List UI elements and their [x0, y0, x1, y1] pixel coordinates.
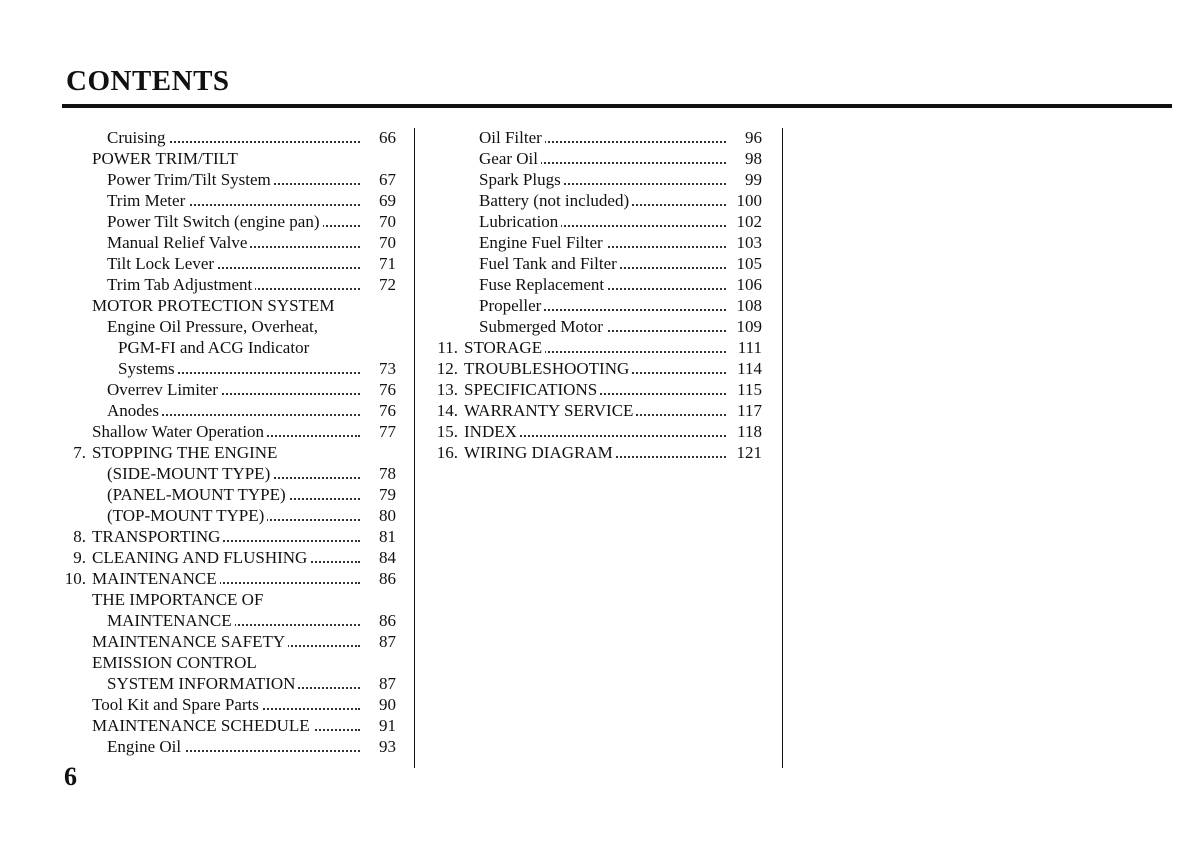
toc-entry — [73, 547, 396, 568]
toc-entry — [436, 421, 762, 442]
toc-entry-title: POWER TRIM/TILT — [92, 149, 238, 168]
toc-entry-number: 8. — [73, 527, 86, 546]
toc-entry-title: THE IMPORTANCE OF — [92, 590, 264, 609]
toc-entry-title: Battery (not included) — [479, 190, 632, 211]
toc-entry — [92, 736, 396, 757]
toc-entry — [92, 232, 396, 253]
toc-entry-number: 7. — [73, 443, 86, 462]
toc-entry-title: Submerged Motor — [479, 316, 606, 337]
toc-entry — [92, 211, 396, 232]
toc-entry-page: 77 — [376, 421, 396, 442]
toc-entry — [92, 463, 396, 484]
toc-entry-title: Fuse Replacement — [479, 274, 607, 295]
toc-entry — [436, 358, 762, 379]
toc-entry-page: 78 — [376, 463, 396, 484]
toc-entry-page: 76 — [376, 400, 396, 421]
toc-entry-page: 70 — [376, 211, 396, 232]
toc-entry-page: 108 — [734, 295, 763, 316]
toc-entry — [464, 148, 762, 169]
toc-entry-page: 73 — [376, 358, 396, 379]
toc-entry — [92, 337, 396, 358]
heading-rule — [62, 104, 1172, 108]
toc-entry-title: Spark Plugs — [479, 169, 564, 190]
toc-entry — [464, 295, 762, 316]
toc-entry-page: 105 — [734, 253, 763, 274]
toc-entry — [464, 253, 762, 274]
toc-entry — [92, 127, 396, 148]
toc-entry-title: (PANEL-MOUNT TYPE) — [107, 484, 289, 505]
toc-entry-page: 90 — [376, 694, 396, 715]
toc-entry-title: (TOP-MOUNT TYPE) — [107, 505, 267, 526]
toc-entry-title: MAINTENANCE — [107, 610, 235, 631]
toc-entry-page: 72 — [376, 274, 396, 295]
toc-entry-title: EMISSION CONTROL — [92, 653, 257, 672]
toc-column-2 — [436, 127, 762, 463]
toc-entry-title: Engine Oil — [107, 736, 184, 757]
toc-entry — [92, 253, 396, 274]
toc-entry — [92, 694, 396, 715]
toc-entry-page: 86 — [376, 610, 396, 631]
toc-entry-number: 10. — [64, 569, 86, 588]
toc-entry-number: 12. — [436, 359, 458, 378]
toc-entry — [92, 358, 396, 379]
toc-entry-page: 84 — [376, 547, 396, 568]
toc-entry-title: Overrev Limiter — [107, 379, 221, 400]
toc-entry-page: 87 — [376, 631, 396, 652]
toc-entry — [92, 484, 396, 505]
toc-entry-title: MAINTENANCE — [92, 568, 220, 589]
toc-entry — [92, 316, 396, 337]
toc-entry-page: 70 — [376, 232, 396, 253]
toc-entry-title: STORAGE — [464, 337, 545, 358]
toc-entry-number: 9. — [73, 548, 86, 567]
toc-entry-title: Trim Meter — [107, 190, 188, 211]
toc-entry-number: 15. — [436, 422, 458, 441]
toc-entry — [92, 421, 396, 442]
toc-entry-title: CLEANING AND FLUSHING — [92, 547, 310, 568]
toc-entry — [436, 379, 762, 400]
toc-entry-title: TROUBLESHOOTING — [464, 358, 632, 379]
page-title: CONTENTS — [66, 65, 230, 97]
toc-entry-title: Gear Oil — [479, 148, 541, 169]
toc-entry-page: 79 — [376, 484, 396, 505]
toc-entry — [92, 379, 396, 400]
toc-entry-title: SPECIFICATIONS — [464, 379, 600, 400]
toc-entry — [92, 190, 396, 211]
toc-entry — [464, 316, 762, 337]
toc-entry-title: SYSTEM INFORMATION — [107, 673, 298, 694]
toc-entry-title: Engine Fuel Filter — [479, 232, 606, 253]
toc-entry-title: INDEX — [464, 421, 520, 442]
toc-entry — [464, 169, 762, 190]
toc-entry-title: Manual Relief Valve — [107, 232, 250, 253]
toc-entry-page: 80 — [376, 505, 396, 526]
toc-entry-title: Trim Tab Adjustment — [107, 274, 255, 295]
toc-entry-page: 103 — [734, 232, 763, 253]
toc-entry-title: Oil Filter — [479, 127, 545, 148]
toc-entry-page: 102 — [734, 211, 763, 232]
toc-entry-title: Anodes — [107, 400, 162, 421]
toc-entry-page: 109 — [734, 316, 763, 337]
toc-entry-title: Propeller — [479, 295, 544, 316]
toc-entry — [464, 211, 762, 232]
toc-entry-title: Shallow Water Operation — [92, 421, 267, 442]
toc-entry-page: 93 — [376, 736, 396, 757]
toc-entry-page: 96 — [742, 127, 762, 148]
toc-entry-title: MAINTENANCE SCHEDULE — [92, 715, 313, 736]
toc-entry — [73, 526, 396, 547]
toc-entry-page: 117 — [734, 400, 762, 421]
toc-entry-page: 100 — [734, 190, 763, 211]
toc-entry-page: 66 — [376, 127, 396, 148]
toc-entry-title: Fuel Tank and Filter — [479, 253, 620, 274]
toc-entry — [92, 400, 396, 421]
toc-entry — [92, 169, 396, 190]
toc-entry-number: 16. — [436, 443, 458, 462]
toc-entry-title: Lubrication — [479, 211, 561, 232]
toc-entry-title: TRANSPORTING — [92, 526, 223, 547]
toc-entry-page: 86 — [376, 568, 396, 589]
toc-entry-page: 98 — [742, 148, 762, 169]
toc-entry-page: 81 — [376, 526, 396, 547]
toc-entry — [92, 631, 396, 652]
toc-entry-page: 106 — [734, 274, 763, 295]
toc-entry — [64, 568, 396, 589]
toc-entry-title: WIRING DIAGRAM — [464, 442, 616, 463]
toc-entry — [92, 148, 396, 169]
toc-entry — [92, 589, 396, 610]
toc-entry-title: Tilt Lock Lever — [107, 253, 217, 274]
toc-entry — [92, 295, 396, 316]
toc-entry — [436, 442, 762, 463]
toc-entry-title: Power Tilt Switch (engine pan) — [107, 211, 323, 232]
toc-entry — [92, 652, 396, 673]
toc-entry-page: 115 — [734, 379, 762, 400]
toc-entry — [73, 442, 396, 463]
toc-entry — [464, 232, 762, 253]
toc-entry — [436, 400, 762, 421]
toc-entry-title: MAINTENANCE SAFETY — [92, 631, 288, 652]
toc-entry-page: 111 — [735, 337, 762, 358]
toc-entry-page: 76 — [376, 379, 396, 400]
toc-entry-title: Power Trim/Tilt System — [107, 169, 274, 190]
toc-entry — [464, 274, 762, 295]
toc-entry-page: 69 — [376, 190, 396, 211]
toc-entry-title: STOPPING THE ENGINE — [92, 443, 278, 462]
toc-entry-page: 121 — [734, 442, 763, 463]
toc-entry-page: 114 — [734, 358, 762, 379]
toc-entry-title: Systems — [118, 358, 178, 379]
toc-entry — [92, 673, 396, 694]
toc-entry — [464, 190, 762, 211]
toc-entry — [464, 127, 762, 148]
toc-entry-title: Tool Kit and Spare Parts — [92, 694, 262, 715]
toc-entry-page: 91 — [376, 715, 396, 736]
toc-entry-page: 71 — [376, 253, 396, 274]
toc-entry-title: WARRANTY SERVICE — [464, 400, 636, 421]
page-number: 6 — [64, 762, 77, 791]
toc-entry-number: 14. — [436, 401, 458, 420]
toc-entry — [92, 610, 396, 631]
toc-entry-title: PGM-FI and ACG Indicator — [118, 338, 310, 357]
column-divider-right — [782, 128, 783, 768]
toc-entry-title: Engine Oil Pressure, Overheat, — [107, 317, 319, 336]
toc-entry-title: (SIDE-MOUNT TYPE) — [107, 463, 273, 484]
toc-entry — [92, 715, 396, 736]
toc-entry-page: 99 — [742, 169, 762, 190]
toc-entry — [437, 337, 762, 358]
toc-entry — [92, 505, 396, 526]
toc-entry — [92, 274, 396, 295]
toc-entry-page: 67 — [376, 169, 396, 190]
column-divider-left — [414, 128, 415, 768]
toc-entry-page: 118 — [734, 421, 762, 442]
toc-entry-title: Cruising — [107, 127, 169, 148]
toc-column-1 — [64, 127, 396, 757]
toc-entry-number: 11. — [437, 338, 458, 357]
toc-entry-number: 13. — [436, 380, 458, 399]
toc-entry-page: 87 — [376, 673, 396, 694]
toc-entry-title: MOTOR PROTECTION SYSTEM — [92, 296, 335, 315]
